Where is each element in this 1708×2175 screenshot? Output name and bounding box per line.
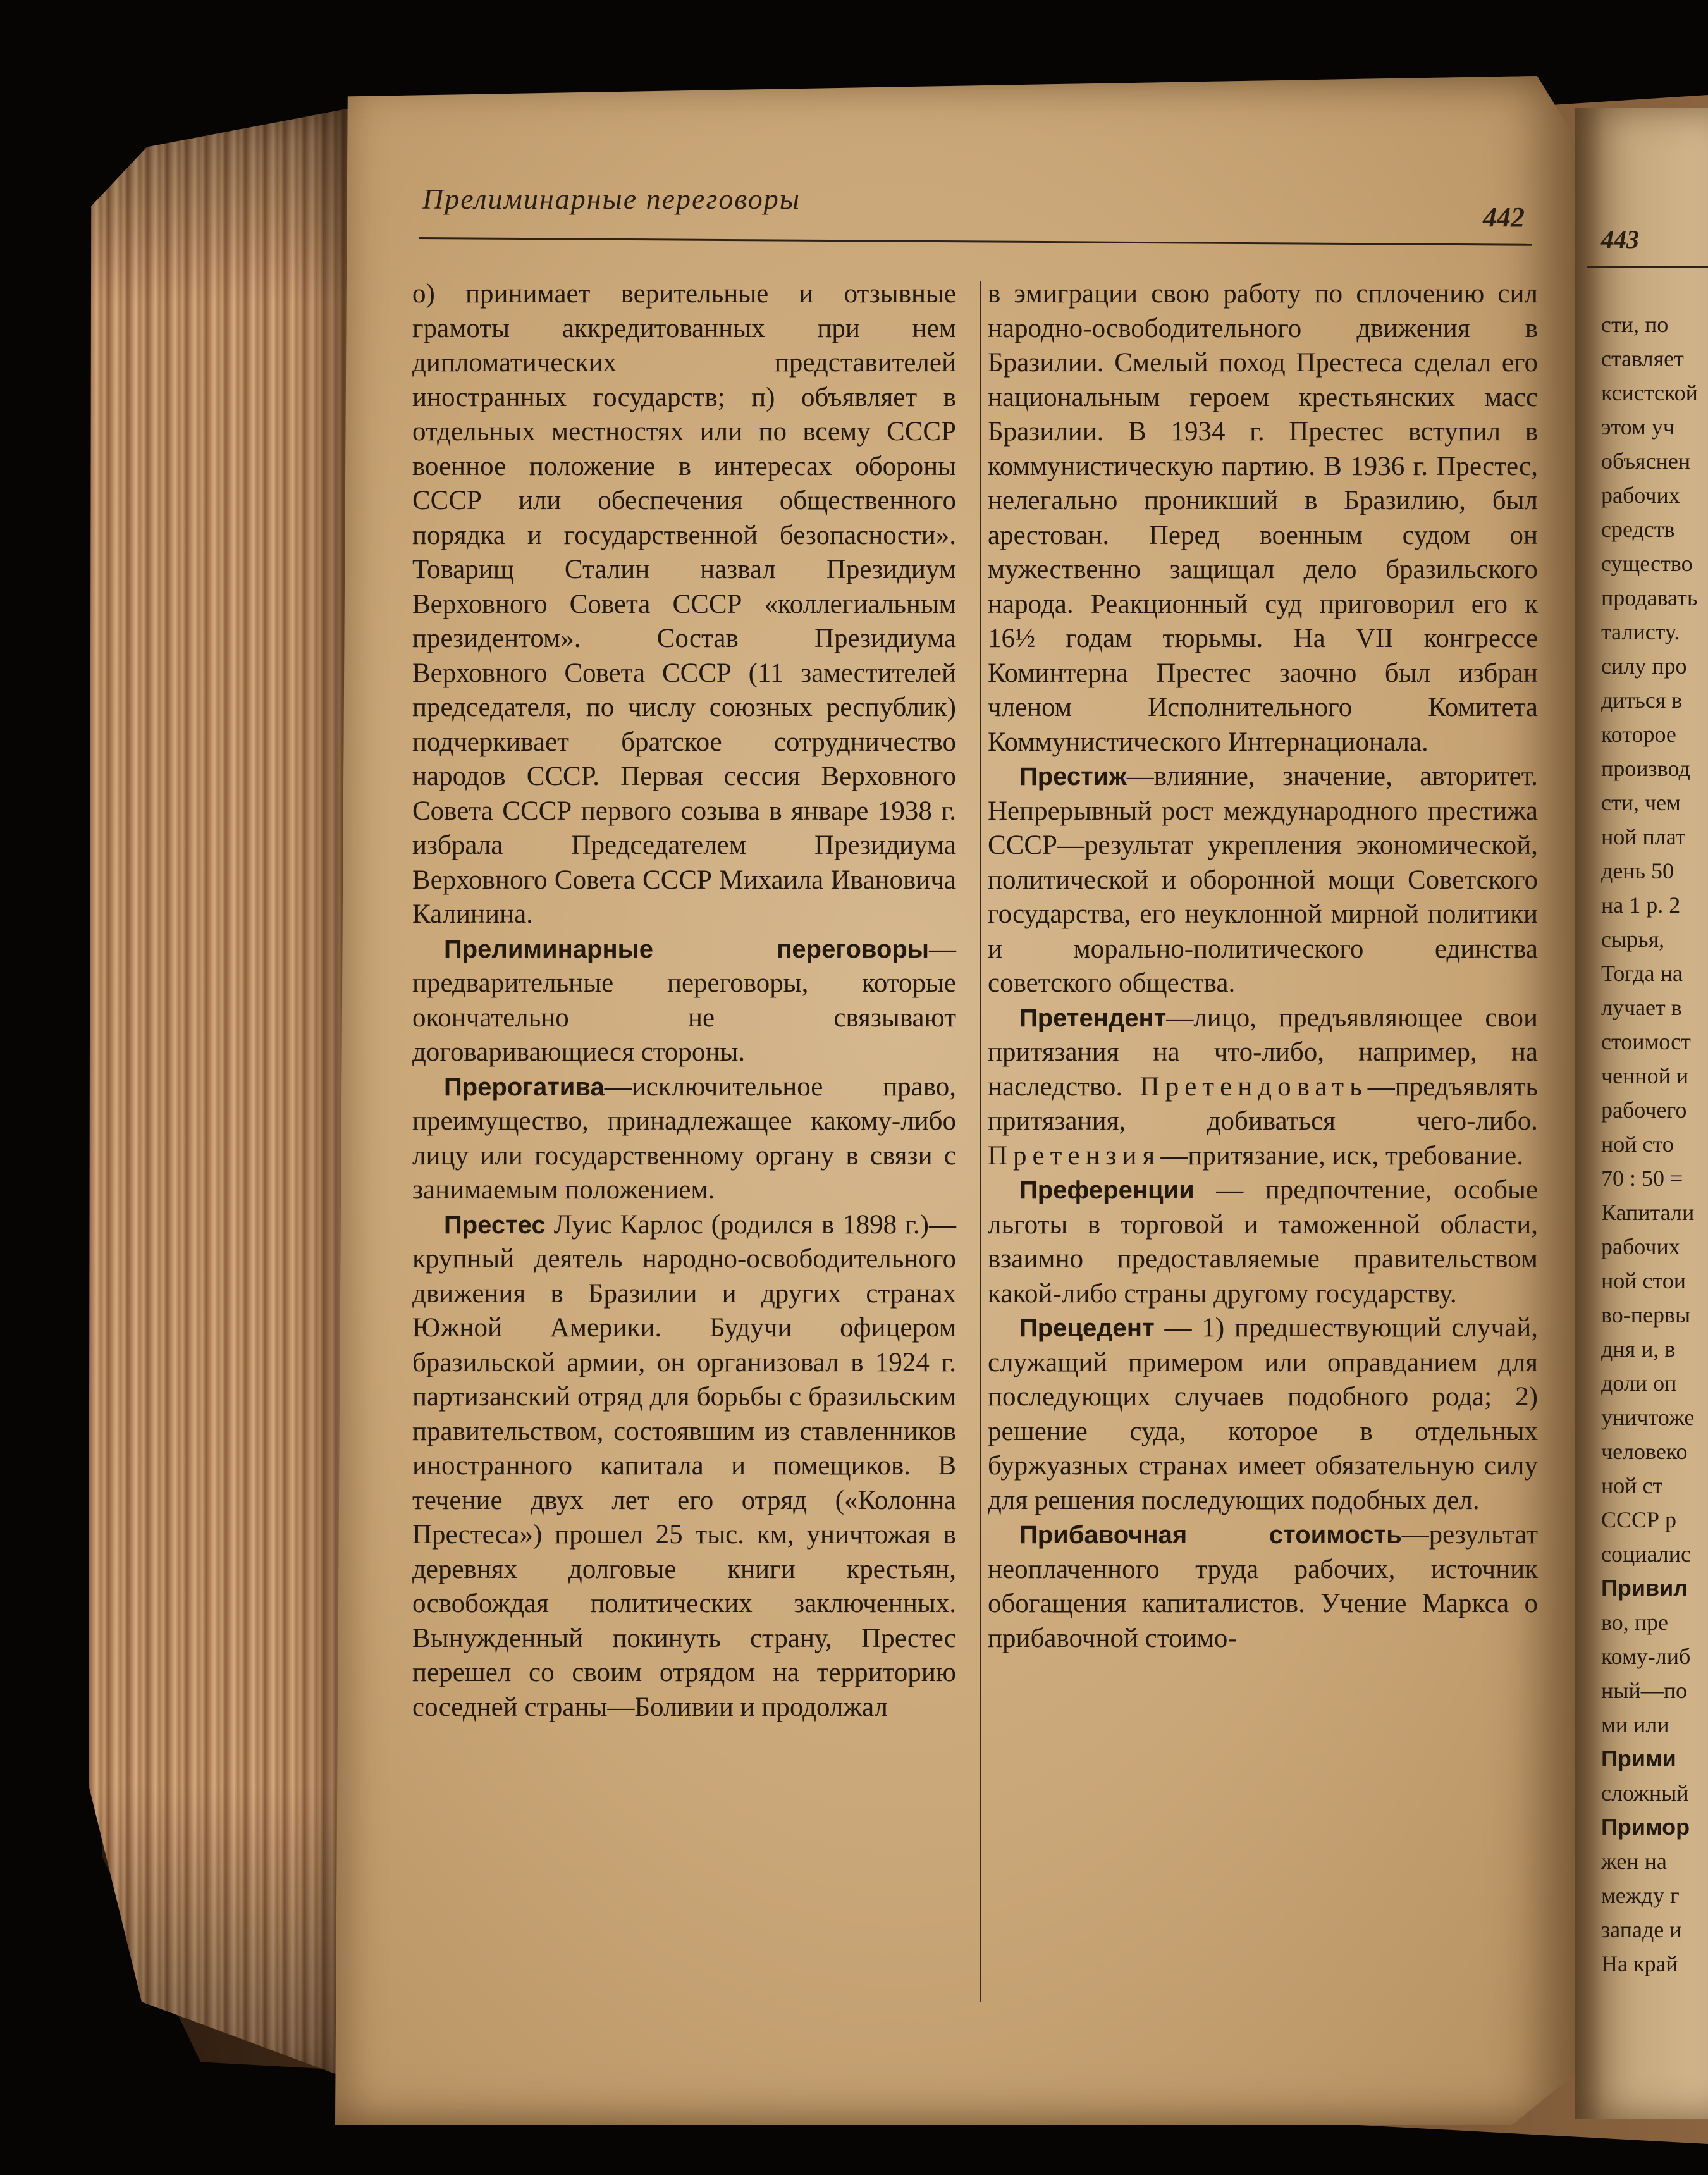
- entry-heading: Прелиминарные переговоры: [444, 935, 929, 963]
- right-page-text-fragment: [1601, 307, 1708, 1981]
- right-page-line: СССР р: [1601, 1507, 1677, 1532]
- entry-pretender: Претендент—лицо, предъявляющее свои притязания на что-либо, например, на наследство. Претендовать—предъявлять притязания, добиваться чего-либо. Претензия—притязание, иск, требование.: [988, 1002, 1538, 1171]
- right-page-line: жен на: [1601, 1849, 1667, 1874]
- entry-heading: Прерогатива: [444, 1073, 605, 1101]
- left-text-column: [412, 277, 956, 1725]
- right-page-line: диться в: [1601, 687, 1683, 713]
- entry-heading: Претендент: [1019, 1004, 1167, 1032]
- right-page-line: стоимост: [1601, 1029, 1691, 1054]
- right-page-line: Капитали: [1601, 1200, 1695, 1225]
- right-page-line: ми или: [1601, 1712, 1669, 1737]
- right-page-line: объяснен: [1601, 448, 1691, 474]
- right-page-line: рабочих: [1601, 483, 1680, 508]
- entry-preferences: Преференции — предпочтение, особые льготы в торговой и таможенной области, взаимно предоставляемые правительством какой-либо страны другому государству.: [988, 1175, 1538, 1309]
- spaced-term: Претензия: [988, 1140, 1161, 1171]
- right-page-line: человеко: [1601, 1439, 1688, 1464]
- right-page-line: ченной и: [1601, 1063, 1689, 1088]
- right-page-line: Тогда на: [1601, 961, 1683, 986]
- entry-heading: Прибавочная стоимость: [1019, 1521, 1402, 1549]
- right-page-line: ной ст: [1601, 1473, 1663, 1498]
- entry-precedent: Прецедент — 1) предшествующий случай, служащий примером или оправданием для последующих случаев подобного рода; 2) решение суда, которое в отдельных буржуазных странах имеет обязательную силу для решения последующих подобных дел.: [988, 1313, 1538, 1515]
- paragraph-continuation: в эмиграции свою работу по сплочению сил народно-освободительного движения в Бразилии. Смелый поход Престеса сделал его национальным героем крестьянских масс Бразилии. В 1934 г. Престес вступил в коммунистическую партию. В 1936 г. Престес, нелегально проникший в Бразилию, был арестован. Перед военным судом он мужественно защищал дело бразильского народа. Реакционный суд приговорил его к 16½ годам тюрьмы. На VII конгрессе Коминтерна Престес заочно был избран членом Исполнительного Комитета Коммунистического Интернационала.: [988, 279, 1538, 757]
- right-text-column: [988, 277, 1538, 1656]
- right-header-rule: [1587, 266, 1708, 268]
- entry-prestige: Престиж—влияние, значение, авторитет. Непрерывный рост международного престижа СССР—результат укрепления экономической, политической и оборонной мощи Советского государства, его неуклонной мирной политики и морально-политического единства советского общества.: [988, 761, 1538, 998]
- entry-heading: Престес: [444, 1211, 546, 1239]
- right-page-line: сырья,: [1601, 927, 1665, 952]
- right-page-number: 443: [1601, 225, 1639, 254]
- right-page-line: этом уч: [1601, 414, 1674, 440]
- right-page-line: ставляет: [1601, 346, 1684, 371]
- entry-prestes: Престес Луис Карлос (родился в 1898 г.)—крупный деятель народно-освободительного движения в Бразилии и других странах Южной Америки. Будучи офицером бразильской армии, он организовал в 1924 г. партизанский отряд для борьбы с бразильским правительством, состоявшим из ставленников иностранного капитала и помещиков. В течение двух лет его отряд («Колонна Престеса») прошел 25 тыс. км, уничтожая в деревнях долговые книги крестьян, освобождая политических заключенных. Вынужденный покинуть страну, Престес перешел со своим отрядом на территорию соседней страны—Боливии и продолжал: [412, 1209, 956, 1722]
- right-page-line: силу про: [1601, 653, 1687, 679]
- right-page-line: кому-либ: [1601, 1644, 1691, 1669]
- right-page-line: Прими: [1601, 1746, 1676, 1771]
- right-page-line: Привил: [1601, 1575, 1688, 1601]
- right-page-line: ной сто: [1601, 1131, 1674, 1157]
- running-title: Прелиминарные переговоры: [422, 183, 801, 215]
- right-page-line: между г: [1601, 1883, 1680, 1908]
- right-page-line: 70 : 50 =: [1601, 1166, 1683, 1191]
- column-divider: [980, 281, 981, 2002]
- entry-heading: Преференции: [1019, 1176, 1195, 1204]
- paragraph-continuation: о) принимает верительные и отзывные грамоты аккредитованных при нем дипломатических представителей иностранных государств; п) объявляет в отдельных местностях или по всему СССР военное положение в интересах обороны СССР или обеспечения общественного порядка и государственной безопасности». Товарищ Сталин назвал Президиум Верховного Совета СССР «коллегиальным президентом». Состав Президиума Верховного Совета СССР (11 заместителей председателя, по числу союзных республик) подчеркивает братское сотрудничество народов СССР. Первая сессия Верховного Совета СССР первого созыва в январе 1938 г. избрала Председателем Президиума Верховного Совета СССР Михаила Ивановича Калинина.: [412, 279, 956, 929]
- right-page-line: сти, чем: [1601, 790, 1681, 815]
- right-page-line: уничтоже: [1601, 1405, 1695, 1430]
- right-page-line: средств: [1601, 517, 1675, 542]
- right-page-line: ной стои: [1601, 1268, 1686, 1293]
- right-page-line: во-первы: [1601, 1302, 1691, 1328]
- right-page-line: Примор: [1601, 1814, 1690, 1840]
- right-page-line: талисту.: [1601, 619, 1680, 644]
- right-page-line: производ: [1601, 756, 1690, 781]
- right-page-line: которое: [1601, 722, 1676, 747]
- right-page-line: дня и, в: [1601, 1336, 1676, 1362]
- right-page-line: во, пре: [1601, 1610, 1668, 1635]
- right-page-line: сложный: [1601, 1780, 1689, 1806]
- right-page-line: сти, по: [1601, 312, 1669, 337]
- right-page-line: лучает в: [1601, 995, 1682, 1020]
- right-page-line: доли оп: [1601, 1371, 1677, 1396]
- entry-preliminary-negotiations: Прелиминарные переговоры—предварительные переговоры, которые окончательно не связывают договаривающиеся стороны.: [412, 933, 956, 1067]
- entry-surplus-value: Прибавочная стоимость—результат неоплаченного труда рабочих, источник обогащения капиталистов. Учение Маркса о прибавочной стоимо-: [988, 1520, 1538, 1653]
- page-number: 442: [1483, 202, 1525, 233]
- entry-prerogative: Прерогатива—исключительное право, преимущество, принадлежащее какому-либо лицу или государственному органу в связи с занимаемым положением.: [412, 1071, 956, 1205]
- page-edges: [89, 108, 354, 2081]
- entry-heading: Прецедент: [1019, 1314, 1155, 1342]
- right-page-line: день 50: [1601, 858, 1674, 884]
- right-page-line: ксистской: [1601, 380, 1698, 405]
- right-page-line: рабочих: [1601, 1234, 1680, 1259]
- right-page-line: продавать: [1601, 585, 1698, 610]
- right-page-line: существо: [1601, 551, 1693, 576]
- right-page-line: На край: [1601, 1951, 1678, 1976]
- right-page-line: ной плат: [1601, 824, 1686, 849]
- right-page-line: социалис: [1601, 1541, 1692, 1567]
- right-page-line: западе и: [1601, 1917, 1682, 1942]
- entry-heading: Престиж: [1019, 763, 1127, 791]
- spaced-term: Претендовать: [1140, 1071, 1368, 1102]
- right-page-line: на 1 р. 2: [1601, 892, 1681, 918]
- right-page-line: рабочего: [1601, 1097, 1687, 1123]
- right-page-line: ный—по: [1601, 1678, 1687, 1703]
